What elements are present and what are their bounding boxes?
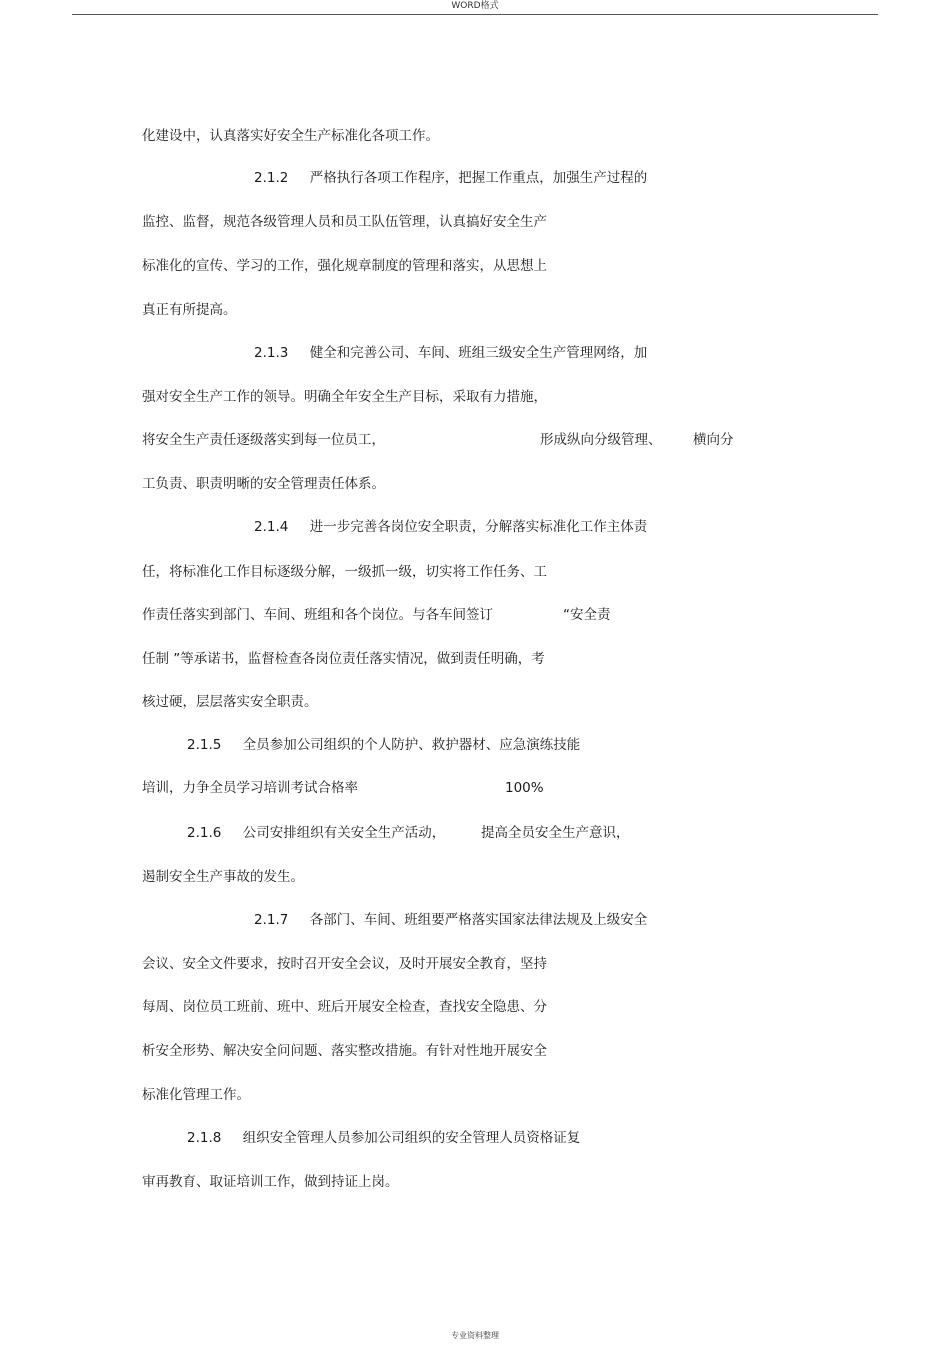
text-line: 作责任落实到部门、车间、班组和各个岗位。与各车间签订: [142, 607, 493, 623]
text-line: 核过硬，层层落实安全职责。: [142, 694, 318, 710]
text-line: 审再教育、取证培训工作，做到持证上岗。: [142, 1174, 399, 1190]
text-line: 将安全生产责任逐级落实到每一位员工，: [142, 432, 385, 448]
text-line: 2.1.8 组织安全管理人员参加公司组织的安全管理人员资格证复: [187, 1130, 581, 1146]
text-line: 100%: [505, 780, 544, 796]
text-line: 标准化的宣传、学习的工作，强化规章制度的管理和落实，从思想上: [142, 258, 547, 274]
text-line: 2.1.4 进一步完善各岗位安全职责，分解落实标准化工作主体责: [254, 519, 648, 535]
text-line: 遏制安全生产事故的发生。: [142, 869, 304, 885]
text-line: 2.1.3 健全和完善公司、车间、班组三级安全生产管理网络，加: [254, 345, 648, 361]
text-line: 析安全形势、解决安全问问题、落实整改措施。有针对性地开展安全: [142, 1043, 547, 1059]
text-line: 2.1.5 全员参加公司组织的个人防护、救护器材、应急演练技能: [187, 737, 581, 753]
text-line: 提高全员安全生产意识，: [481, 825, 630, 841]
text-line: 工负责、职责明晰的安全管理责任体系。: [142, 476, 385, 492]
text-line: 2.1.7 各部门、车间、班组要严格落实国家法律法规及上级安全: [254, 912, 648, 928]
text-line: 真正有所提高。: [142, 302, 237, 318]
text-line: 每周、岗位员工班前、班中、班后开展安全检查，查找安全隐患、分: [142, 999, 547, 1015]
text-line: 培训，力争全员学习培训考试合格率: [142, 780, 358, 796]
text-line: 会议、安全文件要求，按时召开安全会议，及时开展安全教育，坚持: [142, 956, 547, 972]
text-line: 标准化管理工作。: [142, 1087, 250, 1103]
text-line: 强对安全生产工作的领导。明确全年安全生产目标，采取有力措施，: [142, 389, 547, 405]
text-line: 化建设中，认真落实好安全生产标准化各项工作。: [142, 128, 439, 144]
header-divider: [72, 14, 878, 15]
text-line: 2.1.2 严格执行各项工作程序，把握工作重点，加强生产过程的: [254, 170, 648, 186]
text-line: 2.1.6 公司安排组织有关安全生产活动，: [187, 825, 446, 841]
text-line: 任制 ”等承诺书，监督检查各岗位责任落实情况，做到责任明确，考: [142, 651, 545, 667]
text-line: “安全责: [563, 607, 611, 623]
text-line: 监控、监督，规范各级管理人员和员工队伍管理，认真搞好安全生产: [142, 214, 547, 230]
text-line: 形成纵向分级管理、: [540, 432, 662, 448]
text-line: 任，将标准化工作目标逐级分解，一级抓一级，切实将工作任务、工: [142, 564, 547, 580]
text-line: 横向分: [693, 432, 734, 448]
page-footer: 专业资料整理: [451, 1331, 499, 1340]
page-header: WORD格式: [451, 1, 499, 11]
